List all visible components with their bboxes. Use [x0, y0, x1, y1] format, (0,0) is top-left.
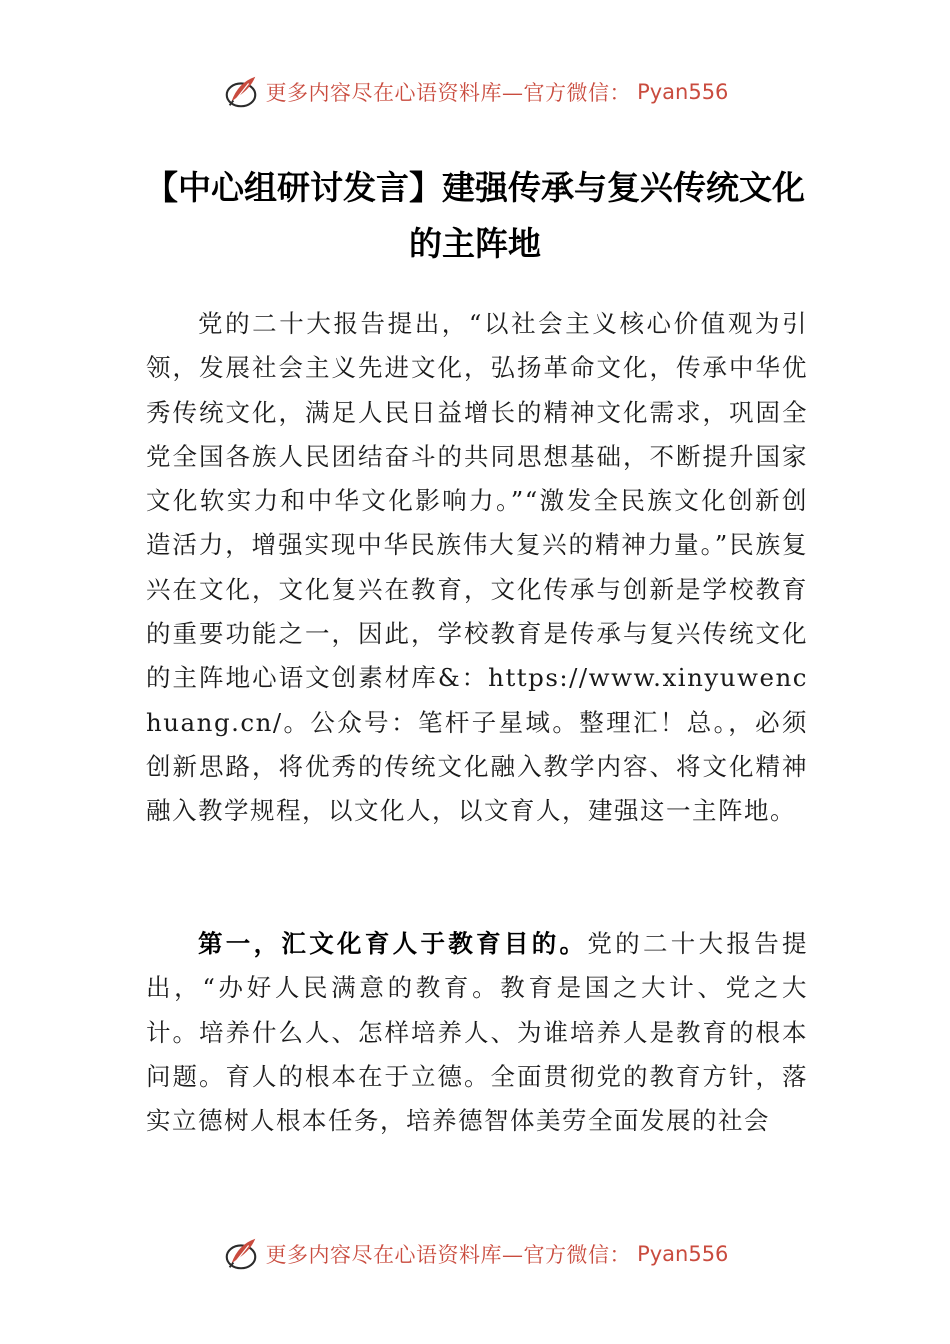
quill-logo-icon	[222, 1235, 260, 1273]
banner-wechat-id: Pyan556	[637, 1242, 729, 1266]
header-banner	[0, 70, 950, 114]
paragraph-lead-heading: 第一，汇文化育人于教育目的。	[198, 929, 588, 958]
body-paragraph	[146, 922, 808, 1143]
quill-logo-icon	[222, 73, 260, 111]
paragraph-body-text: 党的二十大报告提出，“办好人民满意的教育。教育是国之大计、党之大计。培养什么人、怎样培养人、为谁培养人是教育的根本问题。育人的根本在于立德。全面贯彻党的教育方针，落实立德树人根本任务，培养德智体美劳全面发展的社会	[146, 929, 809, 1136]
body-paragraph: 党的二十大报告提出，“以社会主义核心价值观为引领，发展社会主义先进文化，弘扬革命文化，传承中华优秀传统文化，满足人民日益增长的精神文化需求，巩固全党全国各族人民团结奋斗的共同思想基础，不断提升国家文化软实力和中华文化影响力。”“激发全民族文化创新创造活力，增强实现中华民族伟大复兴的精神力量。”民族复兴在文化，文化复兴在教育，文化传承与创新是学校教育的重要功能之一，因此，学校教育是传承与复兴传统文化的主阵地心语文创素材库&：https://www.xinyuwenchuang.cn/。公众号：笔杆子星域。整理汇！总。，必须创新思路，将优秀的传统文化融入教学内容、将文化精神融入教学规程，以文化人，以文育人，建强这一主阵地。	[146, 309, 808, 826]
banner-text: 更多内容尽在心语资料库—官方微信：	[265, 81, 632, 105]
document-title: 【中心组研讨发言】建强传承与复兴传统文化的主阵地	[145, 168, 805, 263]
footer-banner	[0, 1232, 950, 1276]
banner-wechat-id: Pyan556	[637, 80, 729, 104]
banner-text: 更多内容尽在心语资料库—官方微信：	[265, 1243, 632, 1267]
